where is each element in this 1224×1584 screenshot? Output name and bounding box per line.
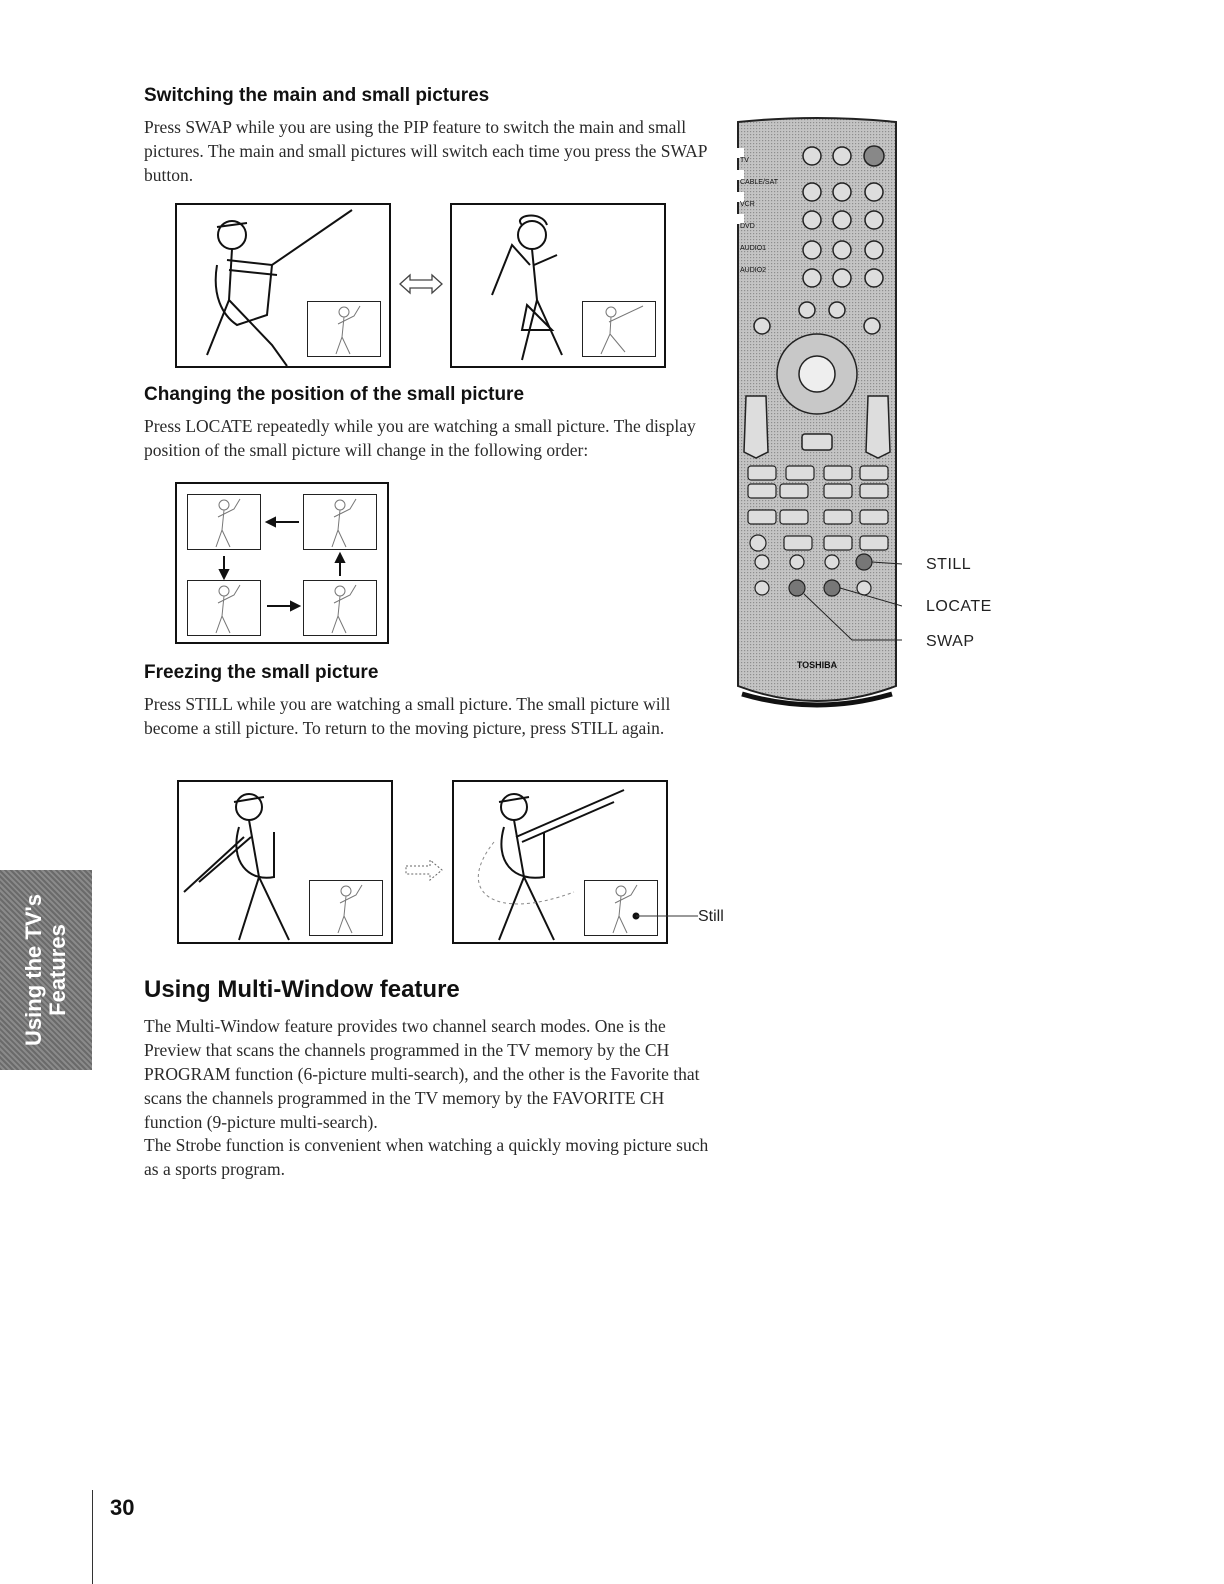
small-picture-golfer-1 [309, 880, 383, 936]
mode-tv-key[interactable]: TV [740, 157, 749, 164]
still-callout-line [630, 910, 700, 922]
locate-order-diagram [175, 482, 389, 644]
swap-paragraph: Press SWAP while you are using the PIP feature to switch the main and small pictures. The main and small pictures will switch each time you press the SWAP button. [144, 117, 707, 185]
multi-window-paragraph-1: The Multi-Window feature provides two channel search modes. One is the Preview that scans the channels programmed in the TV memory by the CH PROGRAM function (6-picture multi-search), and the other is the Favorite that scans the channels programmed in the TV memory by the FAVORITE CH function (9-picture multi-search). [144, 1016, 700, 1132]
remote-label-locate: LOCATE [926, 598, 992, 615]
heading-multi-window: Using Multi-Window feature [144, 976, 460, 1003]
heading-changing-position: Changing the position of the small picture [144, 384, 525, 405]
mode-audio1-key[interactable]: AUDIO1 [740, 245, 767, 252]
main-picture-baseball [175, 203, 391, 368]
small-picture-golf [307, 301, 381, 357]
still-paragraph: Press STILL while you are watching a small picture. The small picture will become a still picture. To return to the moving picture, press STILL again. [144, 694, 671, 738]
side-tab-line-1: Using the TV's [21, 894, 46, 1046]
remote-brand-logo: TOSHIBA [796, 660, 838, 670]
side-tab-line-2: Features [45, 924, 70, 1016]
heading-switching-pictures: Switching the main and small pictures [144, 85, 490, 106]
main-picture-batter-left [177, 780, 393, 944]
chapter-side-tab [0, 870, 92, 1070]
side-tab-label [22, 894, 70, 1046]
mode-dvd-key[interactable]: DVD [740, 223, 755, 230]
small-picture-baseball [582, 301, 656, 357]
heading-freezing: Freezing the small picture [144, 662, 379, 683]
still-callout-label: Still [698, 908, 724, 925]
page-number-rule [92, 1490, 93, 1584]
locate-paragraph: Press LOCATE repeatedly while you are watching a small picture. The display position of the small picture will change in the following order: [144, 416, 696, 460]
mode-cable-key[interactable]: CABLE/SAT [740, 179, 778, 186]
remote-label-still: STILL [926, 556, 972, 573]
page-number: 30 [110, 1495, 135, 1520]
mode-audio2-key[interactable]: AUDIO2 [740, 267, 767, 274]
remote-mode-keys [740, 150, 796, 282]
remote-label-swap: SWAP [926, 633, 975, 650]
mode-vcr-key[interactable]: VCR [740, 201, 755, 208]
main-picture-golf [450, 203, 666, 368]
multi-window-paragraph-2: The Strobe function is convenient when watching a quickly moving picture such as a sports program. [144, 1135, 709, 1179]
small-picture-golfer-still [584, 880, 658, 936]
order-arrows-icon [177, 484, 387, 642]
swap-arrow-icon [398, 272, 444, 296]
transition-arrow-icon [404, 857, 444, 883]
